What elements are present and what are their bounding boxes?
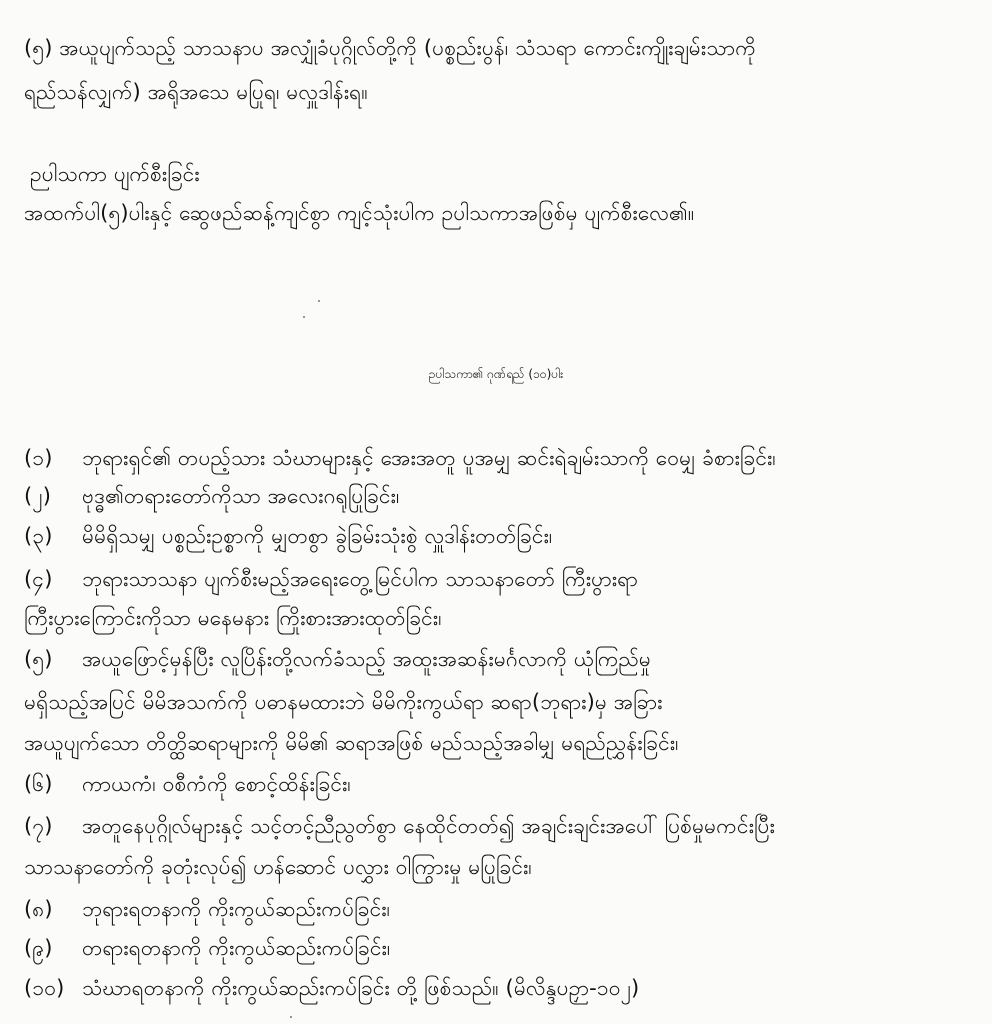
item-text: ဘုရားရှင်၏ တပည့်သား သံဃာများနှင့် အေးအတူ ပူအမျှ ဆင်းရဲချမ်းသာကို ဝေမျှ ခံစားခြင်း၊ bbox=[82, 446, 776, 470]
list-item bbox=[24, 766, 351, 802]
scan-speck bbox=[318, 300, 320, 302]
item-text: တရားရတနာကို ကိုးကွယ်ဆည်းကပ်ခြင်း၊ bbox=[82, 936, 391, 960]
item-number: (၅) bbox=[24, 647, 53, 671]
item-number: (၂) bbox=[24, 484, 52, 508]
list-item bbox=[24, 808, 775, 844]
item-text: ကြီးပွားကြောင်းကိုသာ မနေမနား ကြိုးစားအားထုတ်ခြင်း၊ bbox=[24, 606, 442, 630]
item-text: အတူနေပုဂ္ဂိုလ်များနှင့် သင့်တင့်ညီညွတ်စွာ နေထိုင်တတ်၍ အချင်းချင်းအပေါ် ပြစ်မှုမကင်းပြီး bbox=[82, 814, 775, 838]
item-text: ဗုဒ္ဓ၏တရားတော်ကိုသာ အလေးဂရုပြုခြင်း၊ bbox=[82, 484, 400, 508]
item-text: မရှိသည့်အပြင် မိမိအသက်ကို ပဓာနမထားဘဲ မိမိကိုးကွယ်ရာ ဆရာ(ဘုရား)မှ အခြား bbox=[24, 690, 663, 714]
scan-speck bbox=[290, 1016, 292, 1018]
scan-speck bbox=[303, 316, 305, 318]
list-item bbox=[24, 641, 651, 677]
section-body: အထက်ပါ(၅)ပါးနှင့် ဆွေဖည်ဆန့်ကျင်စွာ ကျင့်သုံးပါက ဉပါသကာအဖြစ်မှ ပျက်စီးလေ၏။ bbox=[24, 201, 695, 225]
list-item bbox=[24, 478, 399, 514]
item-number: (၄) bbox=[24, 567, 53, 591]
list-item-continuation bbox=[24, 725, 679, 761]
list-item bbox=[24, 440, 776, 476]
section-title: ဉပါသကာ ပျက်စီးခြင်း bbox=[30, 162, 200, 186]
intro-line-2: ရည်သန်လျှက်) အရိုအသေ မပြုရ၊ မလှူဒါန်းရ။ bbox=[24, 80, 368, 104]
item-text: မိမိရှိသမျှ ပစ္စည်းဥစ္စာကို မျှတစွာ ခွဲခြမ်းသုံးစွဲ လှူဒါန်းတတ်ခြင်း၊ bbox=[82, 524, 553, 548]
list-item bbox=[24, 561, 638, 597]
item-number: (၈) bbox=[24, 897, 53, 921]
item-text: ကာယကံ၊ ဝစီကံကို စောင့်ထိန်းခြင်း၊ bbox=[82, 772, 351, 796]
item-text: ဘုရားရတနာကို ကိုးကွယ်ဆည်းကပ်ခြင်း၊ bbox=[82, 897, 391, 921]
list-item bbox=[24, 930, 390, 966]
list-item bbox=[24, 518, 552, 554]
item-number: (၉) bbox=[24, 936, 53, 960]
item-number: (၇) bbox=[24, 814, 53, 838]
list-item-continuation bbox=[24, 849, 532, 885]
list-item bbox=[24, 891, 390, 927]
item-number: (၁၀) bbox=[24, 976, 65, 1000]
list-item-continuation bbox=[24, 684, 663, 720]
item-text: အယူပျက်သော တိတ္ထိဆရာများကို မိမိ၏ ဆရာအဖြစ် မည်သည့်အခါမျှ မရည်ညွှန်းခြင်း၊ bbox=[24, 731, 679, 755]
item-number: (၃) bbox=[24, 524, 53, 548]
item-text: သံဃာရတနာကို ကိုးကွယ်ဆည်းကပ်ခြင်း တို့ ဖြစ်သည်။ (မိလိန္ဒပဉှာ-၁၀၂) bbox=[82, 976, 640, 1000]
intro-line-1: (၅) အယူပျက်သည့် သာသနာပ အလျှုံခံပုဂ္ဂိုလ်တို့ကို (ပစ္စည်းပွန်၊ သံသရာ ကောင်းကျိုးချမ်းသာကို bbox=[24, 36, 756, 60]
list-heading: ဉပါသကာ၏ ဂုဏ်ရည် (၁၀)ပါး bbox=[428, 367, 564, 381]
item-number: (၁) bbox=[24, 446, 53, 470]
list-item bbox=[24, 970, 639, 1006]
item-text: သာသနာတော်ကို ခုတုံးလုပ်၍ ဟန်ဆောင် ပလွှား ဝါကြွားမှု မပြုခြင်း၊ bbox=[24, 855, 532, 879]
item-text: အယူဖြောင့်မှန်ပြီး လူပြိန်းတို့လက်ခံသည့် အထူးအဆန်းမင်္ဂလာကို ယုံကြည်မှု bbox=[82, 647, 652, 671]
item-number: (၆) bbox=[24, 772, 53, 796]
list-item-continuation bbox=[24, 600, 442, 636]
item-text: ဘုရားသာသနာ ပျက်စီးမည့်အရေးတွေ့မြင်ပါက သာသနာတော် ကြီးပွားရာ bbox=[82, 567, 638, 591]
